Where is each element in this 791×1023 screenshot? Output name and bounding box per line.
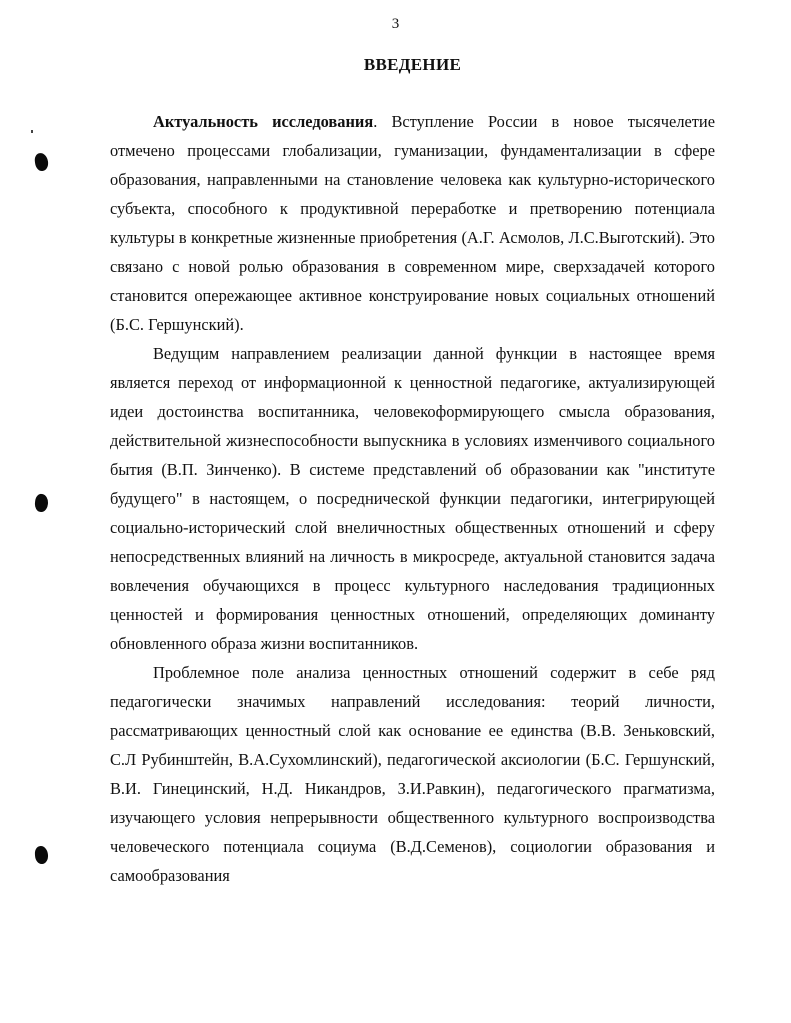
paragraph-direction (110, 339, 715, 658)
paragraph-relevance (110, 107, 715, 339)
paragraph-problem-field (110, 658, 715, 890)
scan-speck (31, 130, 33, 133)
direction-text: Ведущим направлением реализации данной функции в настоящее время является переход от информационной к ценностной педагогике, актуализирующей идеи достоинства воспитанника, человекоформирующего смысла образования, действительной жизнеспособности выпускника в условиях изменчивого социального бытия (В.П. Зинченко). В системе представлений об образовании как "институте будущего" в настоящем, о посреднической функции педагогики, интегрирующей социально-исторический слой внеличностных общественных отношений и сферу непосредственных влияний на личность в микросреде, актуальной становится задача вовлечения обучающихся в процесс культурного наследования традиционных ценностей и формирования ценностных отношений, определяющих доминанту обновленного образа жизни воспитанников. (110, 344, 715, 653)
problem-field-text: Проблемное поле анализа ценностных отношений содержит в себе ряд педагогически значимых направлений исследования: теорий личности, рассматривающих ценностный слой как основание ее единства (В.В. Зеньковский, С.Л Рубинштейн, В.А.Сухомлинский), педагогической аксиологии (Б.С. Гершунский, В.И. Гинецинский, Н.Д. Никандров, З.И.Равкин), педагогического прагматизма, изучающего условия непрерывности общественного культурного воспроизводства человеческого потенциала социума (В.Д.Семенов), социологии образования и самообразования (110, 663, 715, 885)
relevance-lead: Актуальность исследования (153, 112, 374, 131)
binding-hole-bottom (34, 846, 48, 865)
page-number: 3 (391, 16, 400, 32)
page-title: ВВЕДЕНИЕ (363, 55, 462, 74)
relevance-text: . Вступление России в новое тысячелетие отмечено процессами глобализации, гуманизации, фундаментализации в сфере образования, направленными на становление человека как культурно-исторического субъекта, способного к продуктивной переработке и претворению потенциала культуры в конкретные жизненные приобретения (А.Г. Асмолов, Л.С.Выготский). Это связано с новой ролью образования в современном мире, сверхзадачей которого становится опережающее активное конструирование новых социальных отношений (Б.С. Гершунский). (110, 112, 715, 334)
binding-hole-middle (34, 493, 49, 512)
document-body (110, 107, 715, 890)
binding-hole-top (34, 152, 49, 172)
